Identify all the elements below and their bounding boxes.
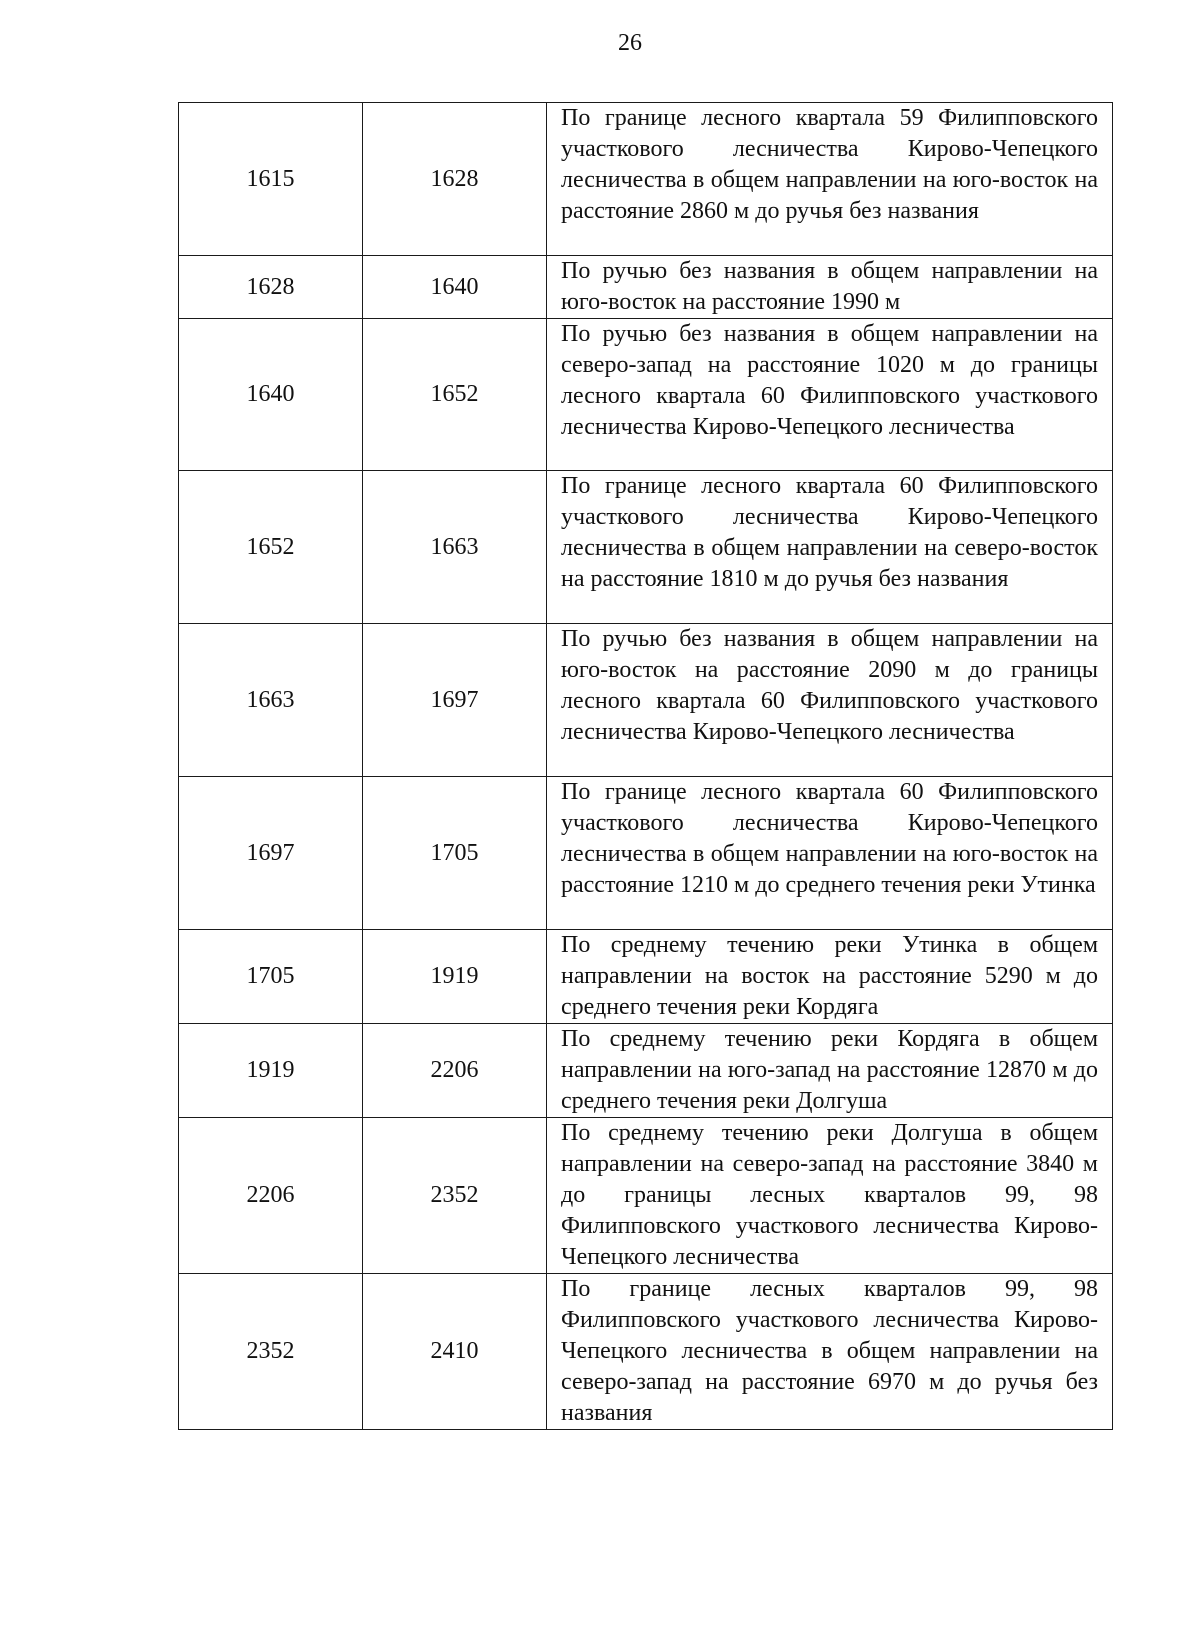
segment-description-cell: По среднему течению реки Кордяга в общем направлении на юго-запад на расстояние 12870 м до среднего течения реки Долгуша bbox=[547, 1024, 1113, 1118]
end-point-cell: 2410 bbox=[363, 1274, 547, 1430]
start-point-cell: 1652 bbox=[179, 471, 363, 624]
segment-description-cell: По границе лесного квартала 60 Филипповского участкового лесничества Кирово-Чепецкого лесничества в общем направлении на северо-восток на расстояние 1810 м до ручья без названия bbox=[547, 471, 1113, 624]
end-point-cell: 1652 bbox=[363, 319, 547, 471]
end-point-cell: 2352 bbox=[363, 1118, 547, 1274]
segment-description-cell: По среднему течению реки Утинка в общем направлении на восток на расстояние 5290 м до среднего течения реки Кордяга bbox=[547, 930, 1113, 1024]
start-point-cell: 1628 bbox=[179, 256, 363, 319]
segment-description-cell: По границе лесных кварталов 99, 98 Филипповского участкового лесничества Кирово-Чепецкого лесничества в общем направлении на северо-запад на расстояние 6970 м до ручья без названия bbox=[547, 1274, 1113, 1430]
table-row bbox=[179, 1024, 1113, 1118]
table-row bbox=[179, 1118, 1113, 1274]
segment-description-cell: По среднему течению реки Долгуша в общем направлении на северо-запад на расстояние 3840 м до границы лесных кварталов 99, 98 Филипповского участкового лесничества Кирово-Чепецкого лесничества bbox=[547, 1118, 1113, 1274]
start-point-cell: 1705 bbox=[179, 930, 363, 1024]
end-point-cell: 1697 bbox=[363, 624, 547, 777]
end-point-cell: 2206 bbox=[363, 1024, 547, 1118]
table-row bbox=[179, 103, 1113, 256]
end-point-cell: 1919 bbox=[363, 930, 547, 1024]
boundary-table bbox=[178, 102, 1113, 1430]
segment-description-cell: По ручью без названия в общем направлении на северо-запад на расстояние 1020 м до границы лесного квартала 60 Филипповского участкового лесничества Кирово-Чепецкого лесничества bbox=[547, 319, 1113, 471]
end-point-cell: 1628 bbox=[363, 103, 547, 256]
segment-description-cell: По границе лесного квартала 59 Филипповского участкового лесничества Кирово-Чепецкого лесничества в общем направлении на юго-восток на расстояние 2860 м до ручья без названия bbox=[547, 103, 1113, 256]
start-point-cell: 1919 bbox=[179, 1024, 363, 1118]
table-row bbox=[179, 1274, 1113, 1430]
segment-description-cell: По ручью без названия в общем направлении на юго-восток на расстояние 1990 м bbox=[547, 256, 1113, 319]
start-point-cell: 1697 bbox=[179, 777, 363, 930]
table-row bbox=[179, 319, 1113, 471]
start-point-cell: 1663 bbox=[179, 624, 363, 777]
start-point-cell: 2206 bbox=[179, 1118, 363, 1274]
segment-description-cell: По ручью без названия в общем направлении на юго-восток на расстояние 2090 м до границы лесного квартала 60 Филипповского участкового лесничества Кирово-Чепецкого лесничества bbox=[547, 624, 1113, 777]
end-point-cell: 1663 bbox=[363, 471, 547, 624]
table-row bbox=[179, 624, 1113, 777]
end-point-cell: 1640 bbox=[363, 256, 547, 319]
start-point-cell: 1615 bbox=[179, 103, 363, 256]
start-point-cell: 2352 bbox=[179, 1274, 363, 1430]
table-row bbox=[179, 256, 1113, 319]
start-point-cell: 1640 bbox=[179, 319, 363, 471]
end-point-cell: 1705 bbox=[363, 777, 547, 930]
table-row bbox=[179, 471, 1113, 624]
table-row bbox=[179, 930, 1113, 1024]
table-row bbox=[179, 777, 1113, 930]
segment-description-cell: По границе лесного квартала 60 Филипповского участкового лесничества Кирово-Чепецкого лесничества в общем направлении на юго-восток на расстояние 1210 м до среднего течения реки Утинка bbox=[547, 777, 1113, 930]
page-number: 26 bbox=[618, 30, 642, 56]
